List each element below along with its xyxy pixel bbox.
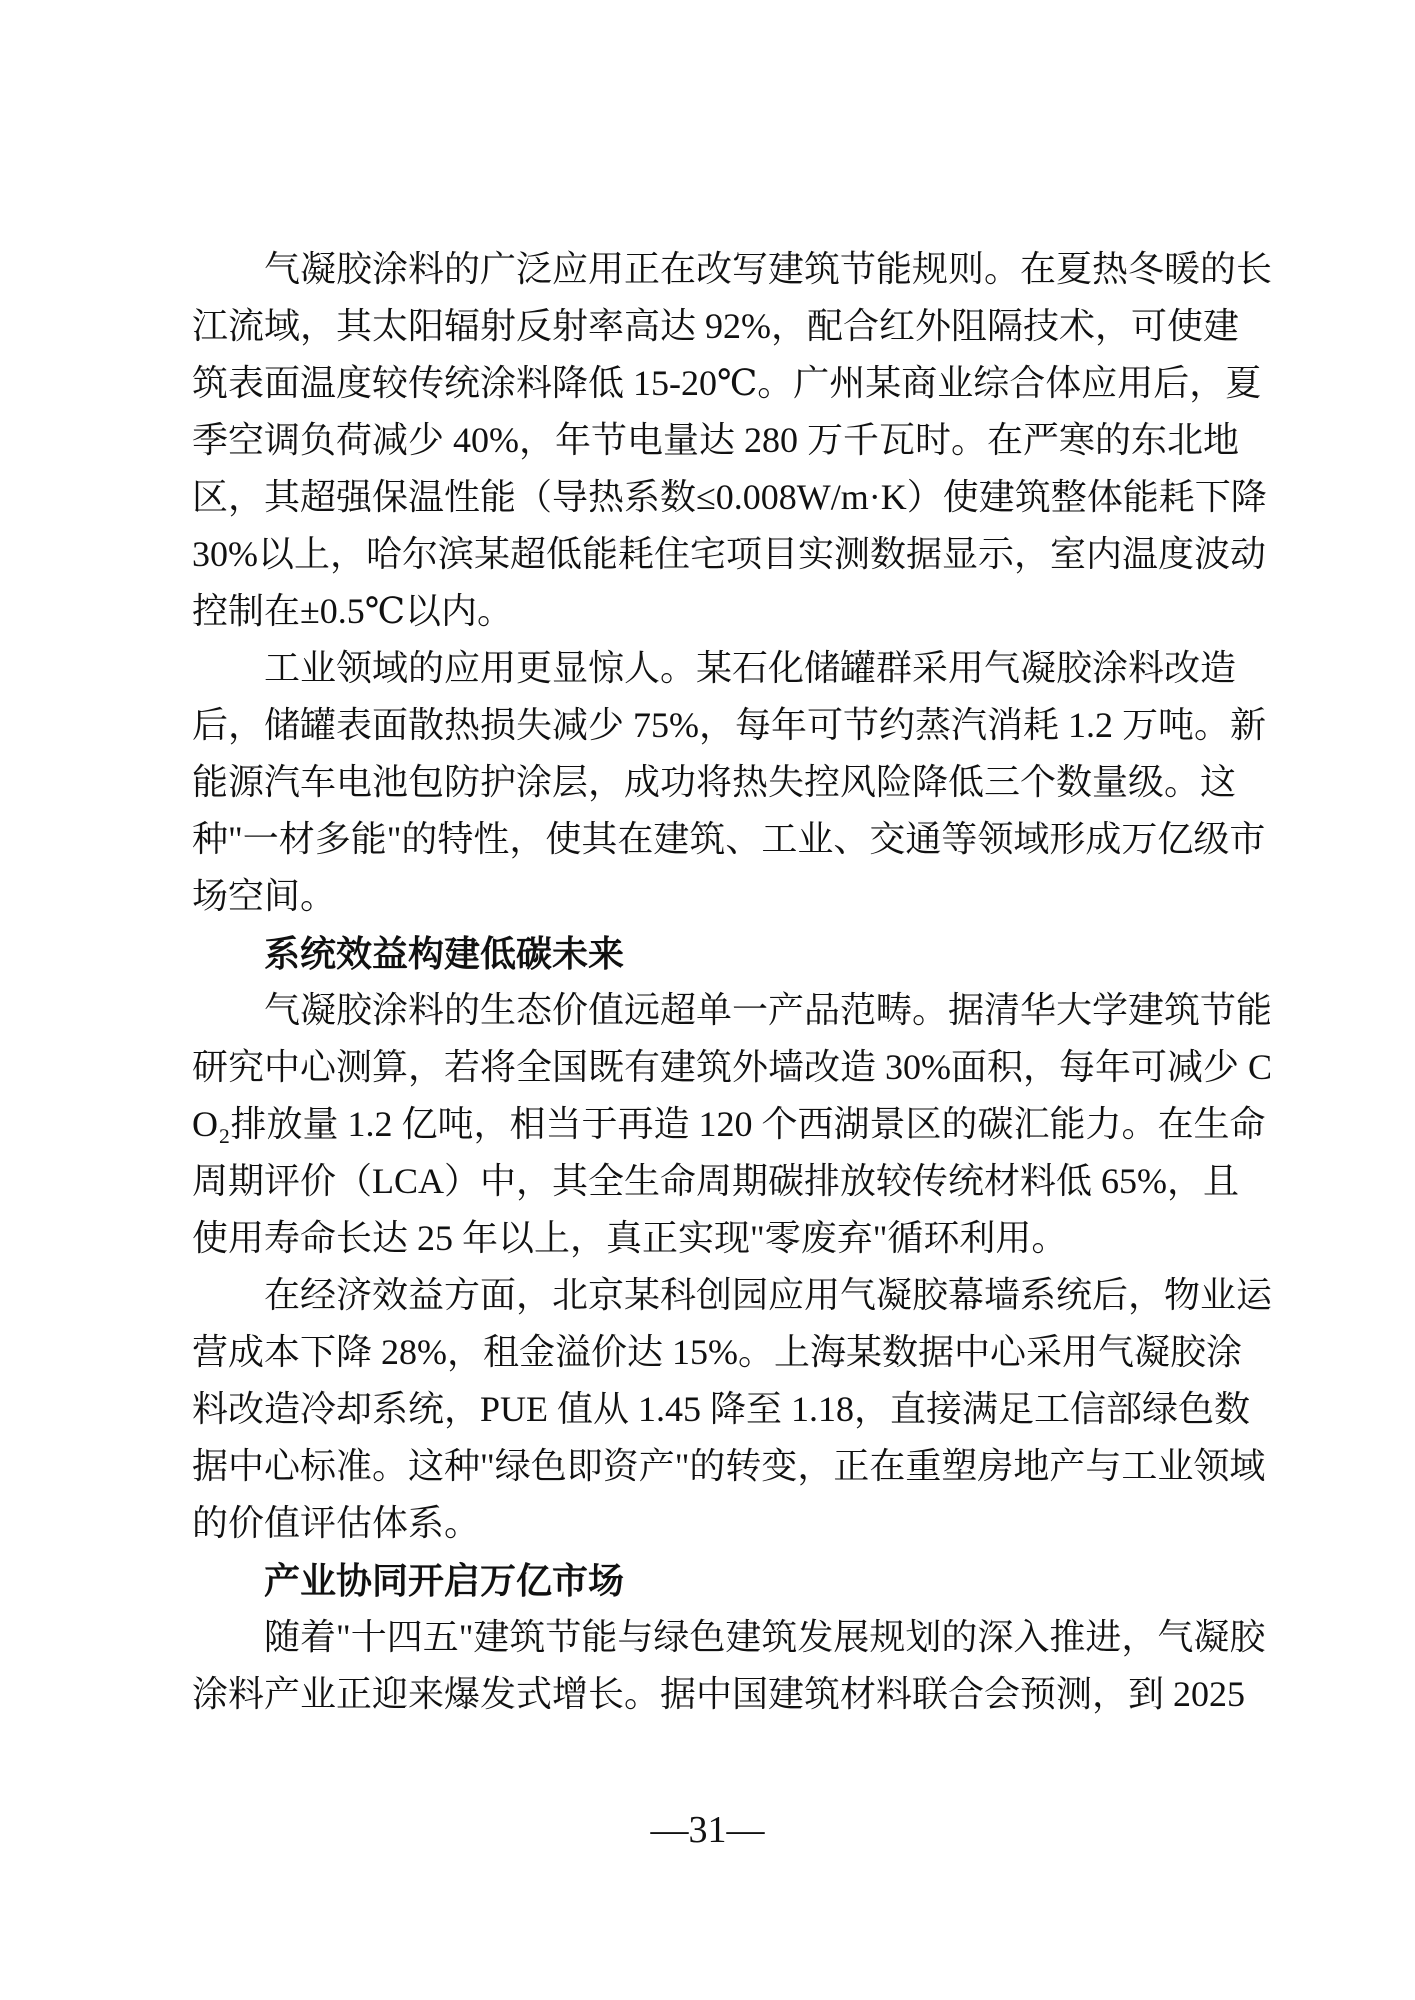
text-line: 筑表面温度较传统涂料降低 15-20℃。广州某商业综合体应用后，夏 — [192, 363, 1262, 403]
text-line: 据中心标准。这种"绿色即资产"的转变，正在重塑房地产与工业领域 — [192, 1446, 1266, 1486]
text-line: 季空调负荷减少 40%，年节电量达 280 万千瓦时。在严寒的东北地 — [192, 420, 1239, 460]
paragraph-economic-benefits — [192, 1267, 1352, 1552]
paragraph-ecological-value — [192, 982, 1352, 1267]
text-line: 涂料产业正迎来爆发式增长。据中国建筑材料联合会预测，到 2025 — [192, 1674, 1246, 1714]
text-line: 的价值评估体系。 — [192, 1503, 481, 1543]
text-line: 工业领域的应用更显惊人。某石化储罐群采用气凝胶涂料改造 — [264, 648, 1237, 688]
text-line: 30%以上，哈尔滨某超低能耗住宅项目实测数据显示，室内温度波动 — [192, 534, 1266, 574]
text-line: 料改造冷却系统，PUE 值从 1.45 降至 1.18，直接满足工信部绿色数 — [192, 1389, 1251, 1429]
text-line: 种"一材多能"的特性，使其在建筑、工业、交通等领域形成万亿级市 — [192, 819, 1266, 859]
text-line: 气凝胶涂料的广泛应用正在改写建筑节能规则。在夏热冬暖的长 — [264, 249, 1273, 289]
text-line: 研究中心测算，若将全国既有建筑外墙改造 30%面积，每年可减少 C — [192, 1047, 1273, 1087]
text-line: 气凝胶涂料的生态价值远超单一产品范畴。据清华大学建筑节能 — [264, 990, 1273, 1030]
text-line: 能源汽车电池包防护涂层，成功将热失控风险降低三个数量级。这 — [192, 762, 1237, 802]
text-line: 场空间。 — [192, 876, 337, 916]
paragraph-industry-applications — [192, 640, 1352, 925]
document-body — [192, 241, 1352, 1723]
text-line: 控制在±0.5℃以内。 — [192, 591, 514, 631]
text-line: 区，其超强保温性能（导热系数≤0.008W/m·K）使建筑整体能耗下降 — [192, 477, 1267, 517]
text-line: 后，储罐表面散热损失减少 75%，每年可节约蒸汽消耗 1.2 万吨。新 — [192, 705, 1266, 745]
text-line: 随着"十四五"建筑节能与绿色建筑发展规划的深入推进，气凝胶 — [264, 1617, 1266, 1657]
section-heading-low-carbon: 系统效益构建低碳未来 — [264, 933, 625, 974]
paragraph-industry-synergy — [192, 1609, 1352, 1723]
paragraph-building-energy — [192, 241, 1352, 640]
text-line: 营成本下降 28%，租金溢价达 15%。上海某数据中心采用气凝胶涂 — [192, 1332, 1242, 1372]
text-line: O₂排放量 1.2 亿吨，相当于再造 120 个西湖景区的碳汇能力。在生命 — [192, 1104, 1266, 1144]
section-heading-trillion-market: 产业协同开启万亿市场 — [264, 1560, 625, 1601]
text-line: 江流域，其太阳辐射反射率高达 92%，配合红外阻隔技术，可使建 — [192, 306, 1239, 346]
page-number: —31— — [650, 1809, 765, 1851]
text-line: 在经济效益方面，北京某科创园应用气凝胶幕墙系统后，物业运 — [264, 1275, 1273, 1315]
text-line: 周期评价（LCA）中，其全生命周期碳排放较传统材料低 65%，且 — [192, 1161, 1239, 1201]
text-line: 使用寿命长达 25 年以上，真正实现"零废弃"循环利用。 — [192, 1218, 1068, 1258]
